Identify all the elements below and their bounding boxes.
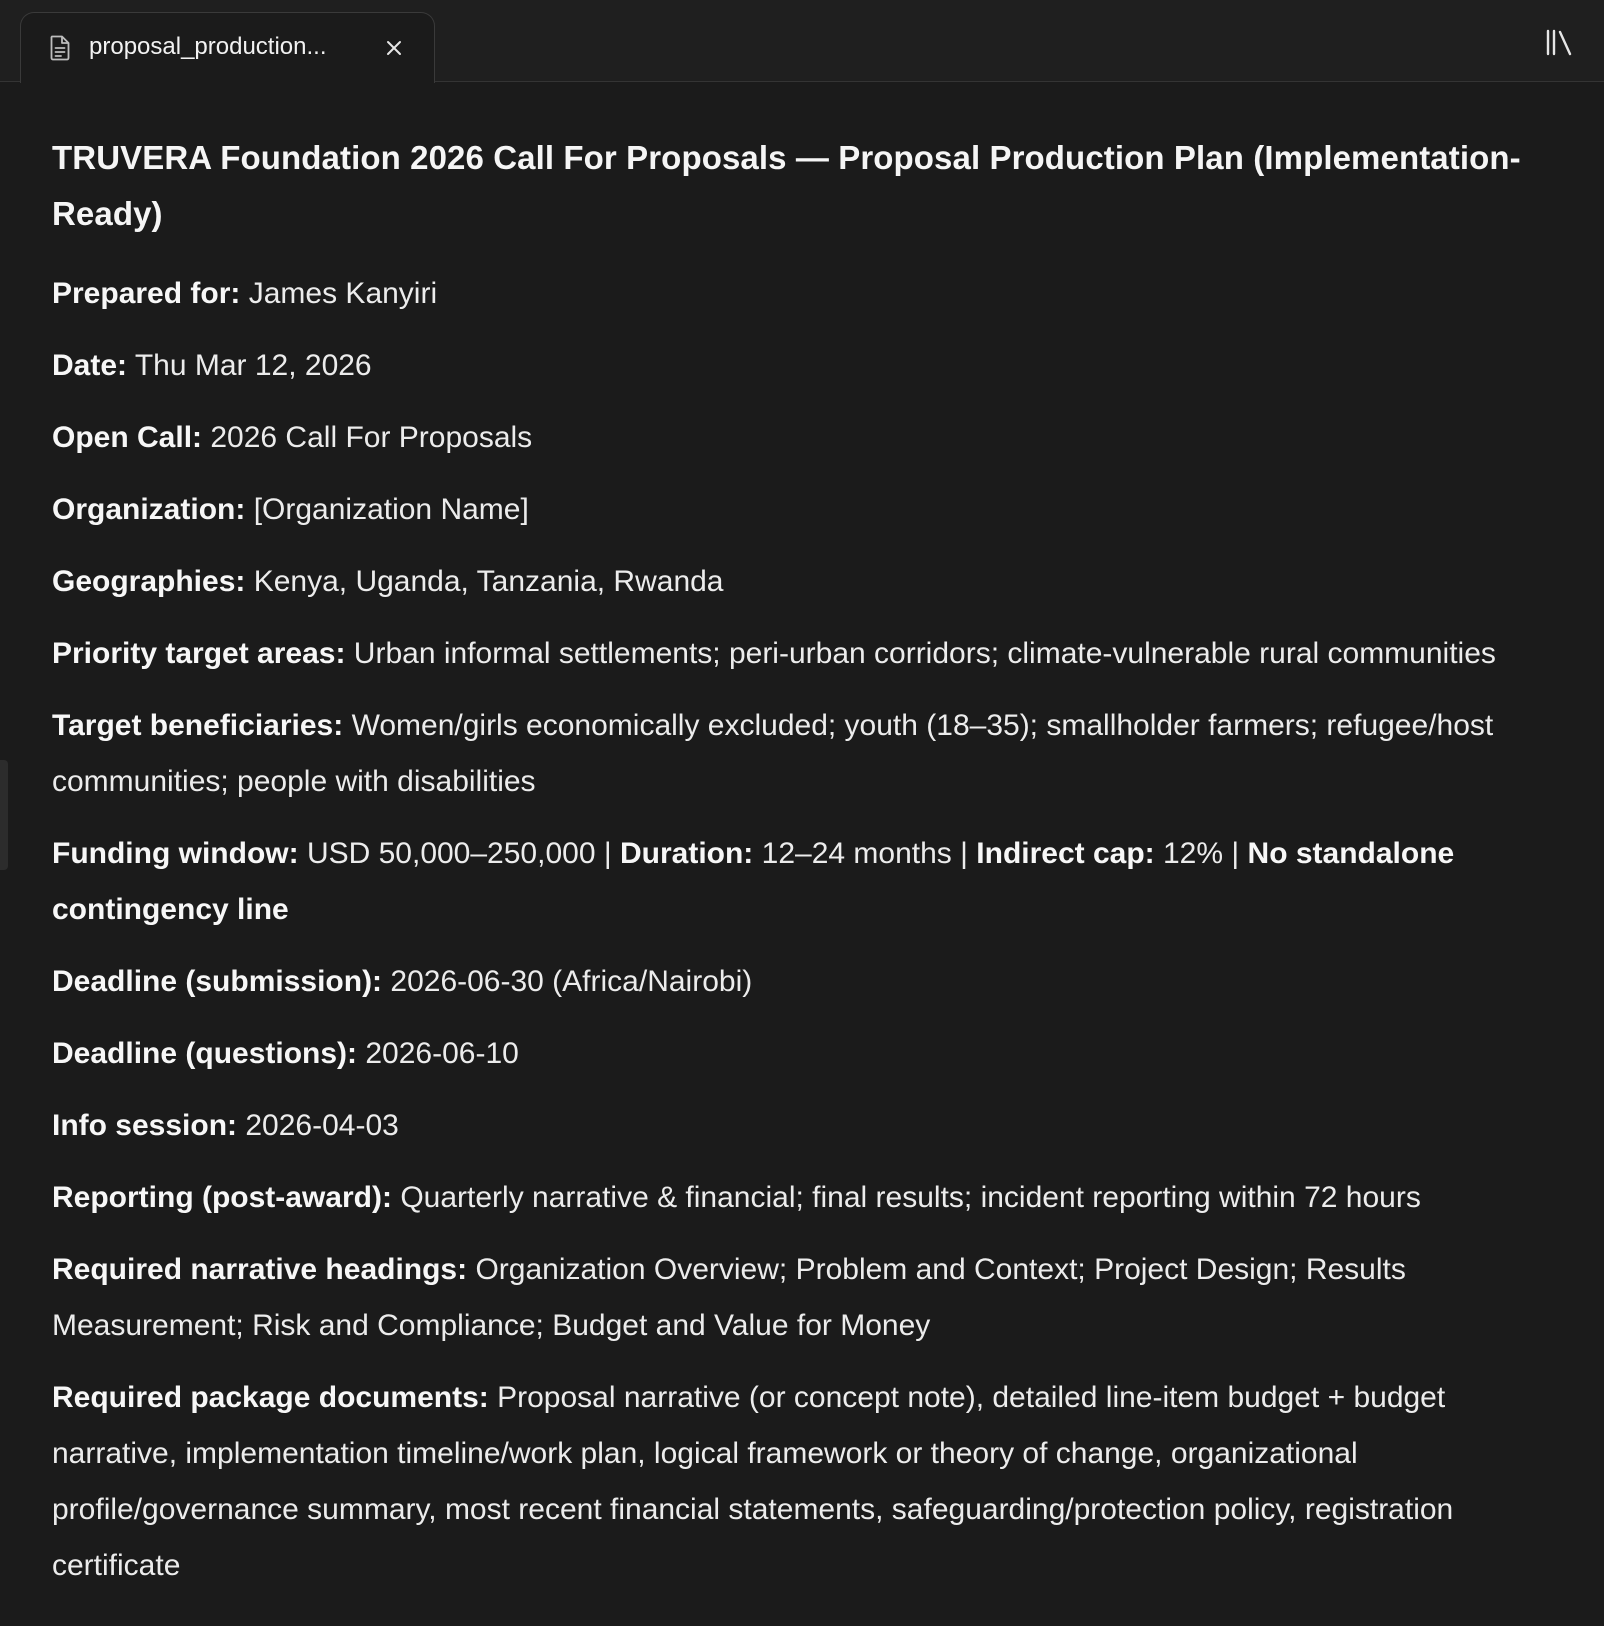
field-date [52,338,1572,394]
field-priority-target-areas [52,626,1572,682]
separator: | [1231,837,1240,870]
field-required-narrative-headings [52,1242,1572,1354]
field-value: 2026 Call For Proposals [210,421,533,454]
library-icon[interactable] [1544,28,1576,58]
field-value: 12% [1163,837,1224,870]
field-value: [Organization Name] [253,493,529,526]
field-label: Funding window: [52,837,299,870]
field-funding-window [52,826,1572,938]
field-label: Deadline (questions): [52,1037,358,1070]
tab-bar [0,0,1604,82]
field-label: Required narrative headings: [52,1253,468,1286]
field-label: Duration: [619,837,754,870]
field-deadline-questions [52,1026,1572,1082]
field-geographies [52,554,1572,610]
field-prepared-for [52,266,1572,322]
field-reporting [52,1170,1572,1226]
field-open-call [52,410,1572,466]
document-icon [49,35,71,61]
tab-title: proposal_production... [89,33,327,60]
separator: | [960,837,968,870]
field-target-beneficiaries [52,698,1572,810]
field-label: Target beneficiaries: [52,709,344,742]
field-label: Indirect cap: [976,837,1155,870]
field-label: Date: [52,349,128,382]
field-label: Required package documents: [52,1381,489,1414]
field-value: Urban informal settlements; peri-urban corridors; climate-vulnerable rural communities [353,637,1496,670]
field-value: 12–24 months [761,837,952,870]
document-title: TRUVERA Foundation 2026 Call For Proposals — Proposal Production Plan (Implementation-Ready) [52,139,1521,232]
tab-proposal-production[interactable] [20,12,435,83]
field-value: 2026-06-30 (Africa/Nairobi) [390,965,753,998]
separator: | [603,837,612,870]
field-value: Women/girls economically excluded; youth (18–35); smallholder farmers; refugee/host communities; people with disabilities [52,709,1494,798]
field-deadline-submission [52,954,1572,1010]
field-value: Quarterly narrative & financial; final results; incident reporting within 72 hours [400,1181,1421,1214]
document-content [52,130,1572,1610]
field-value: 2026-06-10 [365,1037,519,1070]
field-value: Thu Mar 12, 2026 [134,349,372,382]
field-label: Geographies: [52,565,246,598]
field-emphasis: No standalone contingency line [52,837,1455,926]
field-label: Prepared for: [52,277,241,310]
field-label: Priority target areas: [52,637,346,670]
field-label: Reporting (post-award): [52,1181,392,1214]
field-required-package-documents [52,1370,1572,1594]
field-value: Proposal narrative (or concept note), detailed line-item budget + budget narrative, implementation timeline/work plan, logical framework or theory of change, organizational profile/governance summary, most recent financial statements, safeguarding/protection policy, registration certificate [52,1381,1454,1582]
field-value: Kenya, Uganda, Tanzania, Rwanda [253,565,724,598]
field-value: Organization Overview; Problem and Context; Project Design; Results Measurement; Risk and Compliance; Budget and Value for Money [52,1253,1406,1342]
field-info-session [52,1098,1572,1154]
field-value: USD 50,000–250,000 [306,837,596,870]
field-label: Organization: [52,493,246,526]
field-label: Info session: [52,1109,238,1142]
close-icon[interactable] [383,37,405,59]
field-label: Deadline (submission): [52,965,383,998]
field-label: Open Call: [52,421,203,454]
field-organization [52,482,1572,538]
field-value: 2026-04-03 [245,1109,399,1142]
field-value: James Kanyiri [248,277,438,310]
sidebar-resize-handle[interactable] [0,760,8,870]
